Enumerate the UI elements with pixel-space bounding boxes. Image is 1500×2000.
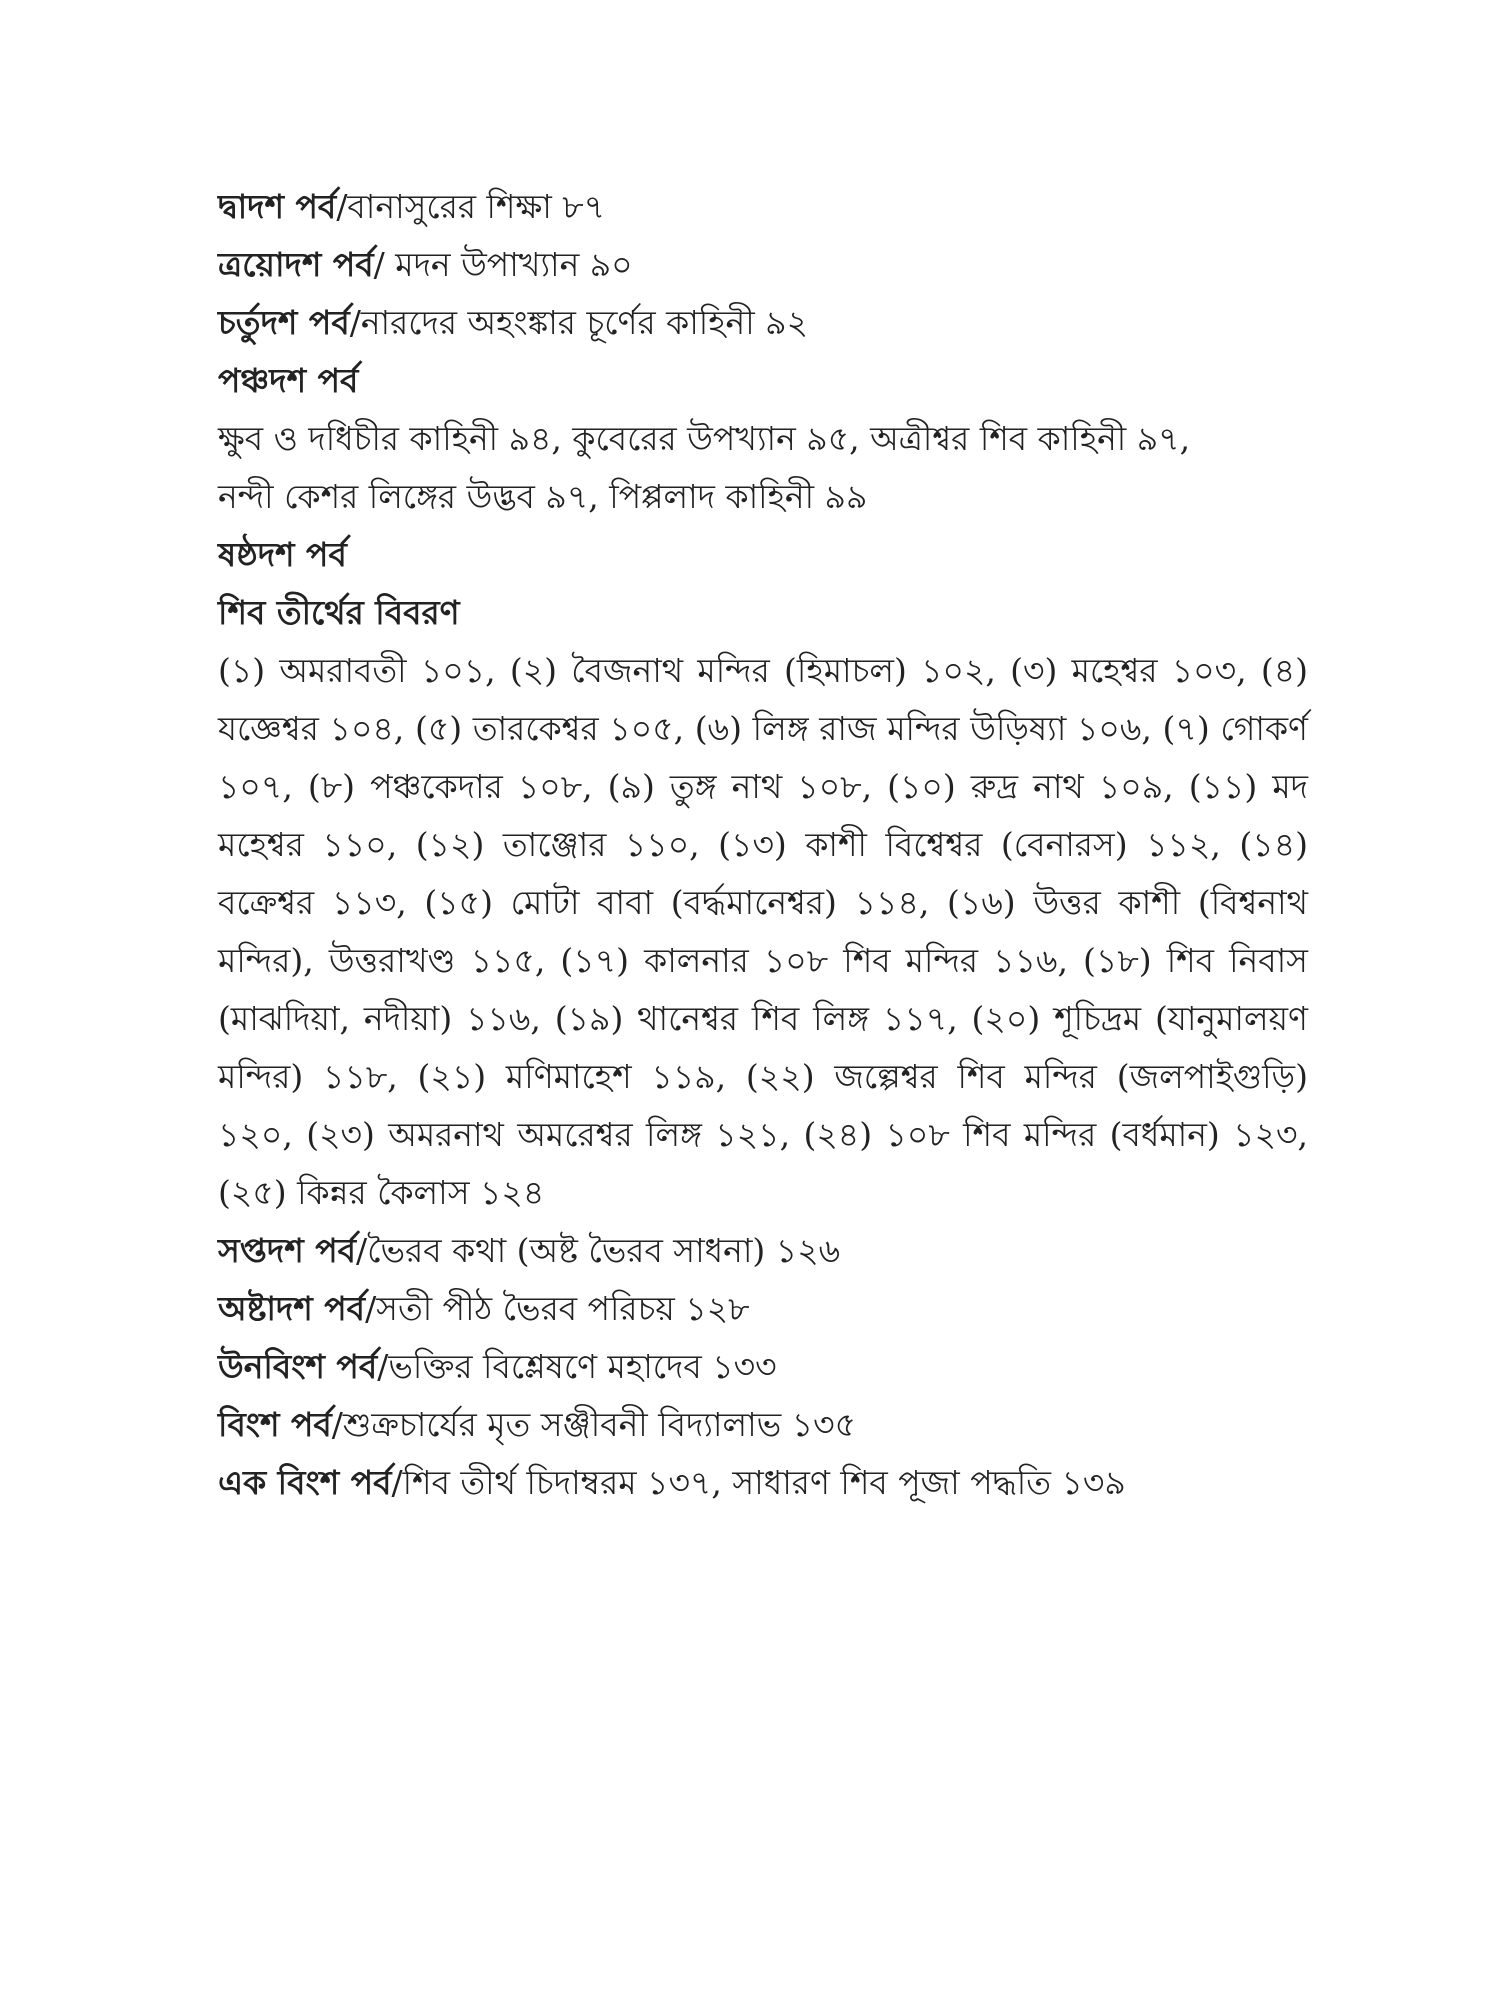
part-title: /ভৈরব কথা (অষ্ট ভৈরব সাধনা) ১২৬ (356, 1231, 841, 1270)
toc-subheading-shiva-tirtha: শিব তীর্থের বিবরণ (218, 593, 460, 632)
part-label: বিংশ পর্ব (218, 1405, 332, 1444)
toc-entry-part21 (218, 1454, 1308, 1512)
part-label: দ্বাদশ পর্ব (218, 187, 337, 226)
part-title: /শুক্রচার্যের মৃত সঞ্জীবনী বিদ্যালাভ ১৩৫ (331, 1405, 857, 1444)
part-label: অষ্টাদশ পর্ব (218, 1289, 366, 1328)
toc-heading-part16: ষষ্ঠদশ পর্ব (218, 535, 347, 574)
toc-entry-part13 (218, 236, 1308, 294)
part-title: /সতী পীঠ ভৈরব পরিচয় ১২৮ (365, 1289, 750, 1328)
part-label: এক বিংশ পর্ব (218, 1463, 392, 1502)
toc-part15-line-2: নন্দী কেশর লিঙ্গের উদ্ভব ৯৭, পিপ্পলাদ কাহিনী ৯৯ (218, 477, 868, 516)
toc-entry-part20 (218, 1396, 1308, 1454)
toc-part15-line-1: ক্ষুব ও দধিচীর কাহিনী ৯৪, কুবেরের উপখ্যান ৯৫, অত্রীশ্বর শিব কাহিনী ৯৭, (218, 419, 1191, 458)
toc-entry-part18 (218, 1280, 1308, 1338)
part-label: চর্তুদশ পর্ব (218, 303, 350, 342)
table-of-contents (218, 178, 1308, 1512)
part-label: উনবিংশ পর্ব (218, 1347, 378, 1386)
part-label: সপ্তদশ পর্ব (218, 1231, 357, 1270)
toc-entry-part17 (218, 1222, 1308, 1280)
part-title: /শিব তীর্থ চিদাম্বরম ১৩৭, সাধারণ শিব পূজা পদ্ধতি ১৩৯ (391, 1463, 1126, 1502)
part-title: /ভক্তির বিশ্লেষণে মহাদেব ১৩৩ (377, 1347, 777, 1386)
toc-entry-part14 (218, 294, 1308, 352)
toc-heading-part15: পঞ্চদশ পর্ব (218, 361, 359, 400)
part-label: ত্রয়োদশ পর্ব (218, 245, 374, 284)
toc-entry-part19 (218, 1338, 1308, 1396)
toc-part16-paragraph: (১) অমরাবতী ১০১, (২) বৈজনাথ মন্দির (হিমাচল) ১০২, (৩) মহেশ্বর ১০৩, (৪) যজ্ঞেশ্বর ১০৪, (৫) তারকেশ্বর ১০৫, (৬) লিঙ্গ রাজ মন্দির উড়িষ্যা ১০৬, (৭) গোকর্ণ ১০৭, (৮) পঞ্চকেদার ১০৮, (৯) তুঙ্গ নাথ ১০৮, (১০) রুদ্র নাথ ১০৯, (১১) মদ মহেশ্বর ১১০, (১২) তাঞ্জোর ১১০, (১৩) কাশী বিশ্বেশ্বর (বেনারস) ১১২, (১৪) বক্রেশ্বর ১১৩, (১৫) মোটা বাবা (বর্দ্ধমানেশ্বর) ১১৪, (১৬) উত্তর কাশী (বিশ্বনাথ মন্দির), উত্তরাখণ্ড ১১৫, (১৭) কালনার ১০৮ শিব মন্দির ১১৬, (১৮) শিব নিবাস (মাঝদিয়া, নদীয়া) ১১৬, (১৯) থানেশ্বর শিব লিঙ্গ ১১৭, (২০) শূচিদ্রম (যানুমালয়ণ মন্দির) ১১৮, (২১) মণিমাহেশ ১১৯, (২২) জল্পেশ্বর শিব মন্দির (জলপাইগুড়ি) ১২০, (২৩) অমরনাথ অমরেশ্বর লিঙ্গ ১২১, (২৪) ১০৮ শিব মন্দির (বর্ধমান) ১২৩, (২৫) কিন্নর কৈলাস ১২৪ (218, 651, 1308, 1212)
part-title: /নারদের অহংঙ্কার চূর্ণের কাহিনী ৯২ (349, 303, 809, 342)
part-title: / মদন উপাখ্যান ৯০ (373, 245, 633, 284)
toc-entry-part12 (218, 178, 1308, 236)
part-title: /বানাসুরের শিক্ষা ৮৭ (336, 187, 606, 226)
